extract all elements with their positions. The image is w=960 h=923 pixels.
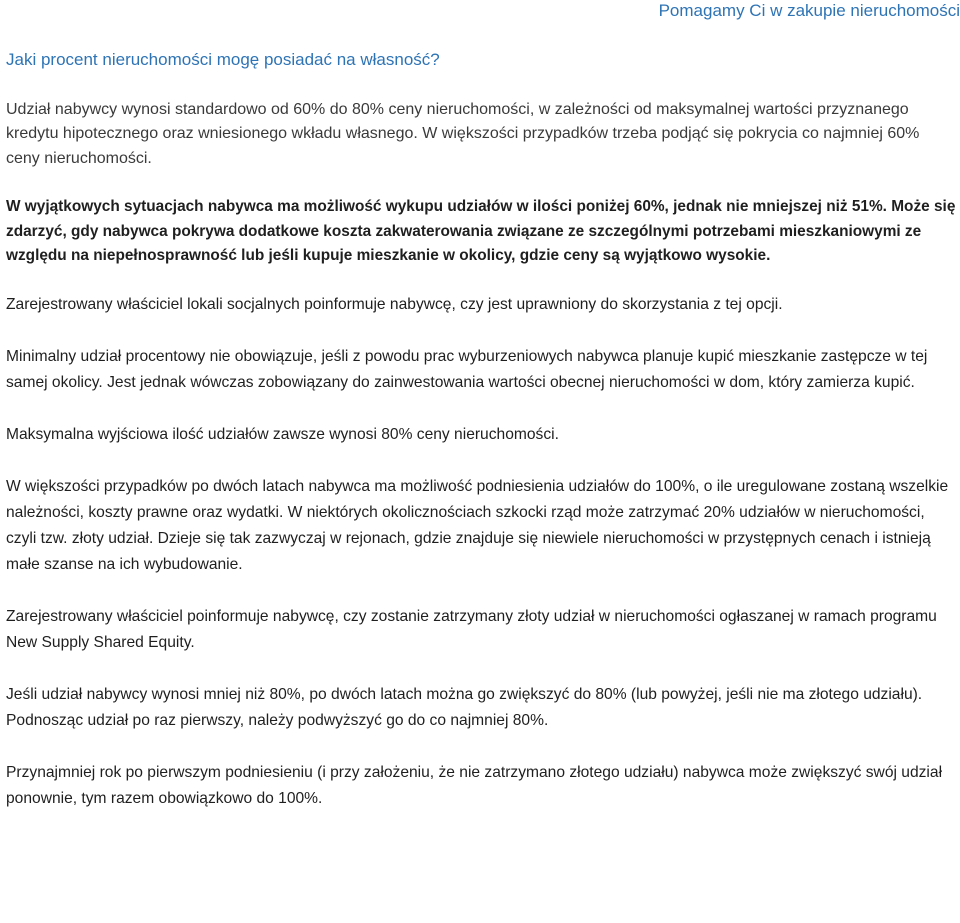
- paragraph-share-range: Udział nabywcy wynosi standardowo od 60% do 80% ceny nieruchomości, w zależności od maksymalnej wartości przyznanego kredytu hipotecznego oraz wniesionego wkładu własnego. W większości przypadków trzeba podjąć się pokrycia co najmniej 60% ceny nieruchomości.: [6, 101, 920, 167]
- paragraph-second-increase: Przynajmniej rok po pierwszym podniesieniu (i przy założeniu, że nie zatrzymano złotego udziału) nabywca może zwiększyć swój udział ponownie, tym razem obowiązkowo do 100%.: [6, 764, 943, 808]
- section-heading: Jaki procent nieruchomości mogę posiadać na własność?: [6, 50, 440, 69]
- paragraph-raising-share: W większości przypadków po dwóch latach nabywca ma możliwość podniesienia udziałów do 100%, o ile uregulowane zostaną wszelkie należności, koszty prawne oraz wydatki. W niektórych okolicznościach szkocki rząd może zatrzymać 20% udziałów w nieruchomości, czyli tzw. złoty udział. Dzieje się tak zazwyczaj w rejonach, gdzie znajduje się niewiele nieruchomości w przystępnych cenach i istnieją małe szanse na ich wybudowanie.: [6, 478, 949, 574]
- paragraph-registered-owner-option: Zarejestrowany właściciel lokali socjalnych poinformuje nabywcę, czy jest uprawniony do skorzystania z tej opcji.: [6, 296, 783, 314]
- paragraph-golden-share-notice: Zarejestrowany właściciel poinformuje nabywcę, czy zostanie zatrzymany złoty udział w nieruchomości ogłaszanej w ramach programu New Supply Shared Equity.: [6, 608, 937, 652]
- paragraph-minimum-share-exemption: Minimalny udział procentowy nie obowiązuje, jeśli z powodu prac wyburzeniowych nabywca planuje kupić mieszkanie zastępcze w tej samej okolicy. Jest jednak wówczas zobowiązany do zainwestowania wartości obecnej nieruchomości w dom, który zamierza kupić.: [6, 348, 928, 392]
- paragraph-maximum-share: Maksymalna wyjściowa ilość udziałów zawsze wynosi 80% ceny nieruchomości.: [6, 426, 559, 444]
- paragraph-exceptional-cases: W wyjątkowych sytuacjach nabywca ma możliwość wykupu udziałów w ilości poniżej 60%, jednak nie mniejszej niż 51%. Może się zdarzyć, gdy nabywca pokrywa dodatkowe koszta zakwaterowania związane ze szczególnymi potrzebami mieszkaniowymi ze względu na niepełnosprawność lub jeśli kupuje mieszkanie w okolicy, gdzie ceny są wyjątkowo wysokie.: [6, 198, 956, 265]
- paragraph-share-below-80: Jeśli udział nabywcy wynosi mniej niż 80%, po dwóch latach można go zwiększyć do 80% (lub powyżej, jeśli nie ma złotego udziału). Podnosząc udział po raz pierwszy, należy podwyższyć go do co najmniej 80%.: [6, 686, 923, 730]
- document-body: [6, 98, 956, 812]
- header-tagline: Pomagamy Ci w zakupie nieruchomości: [658, 1, 960, 20]
